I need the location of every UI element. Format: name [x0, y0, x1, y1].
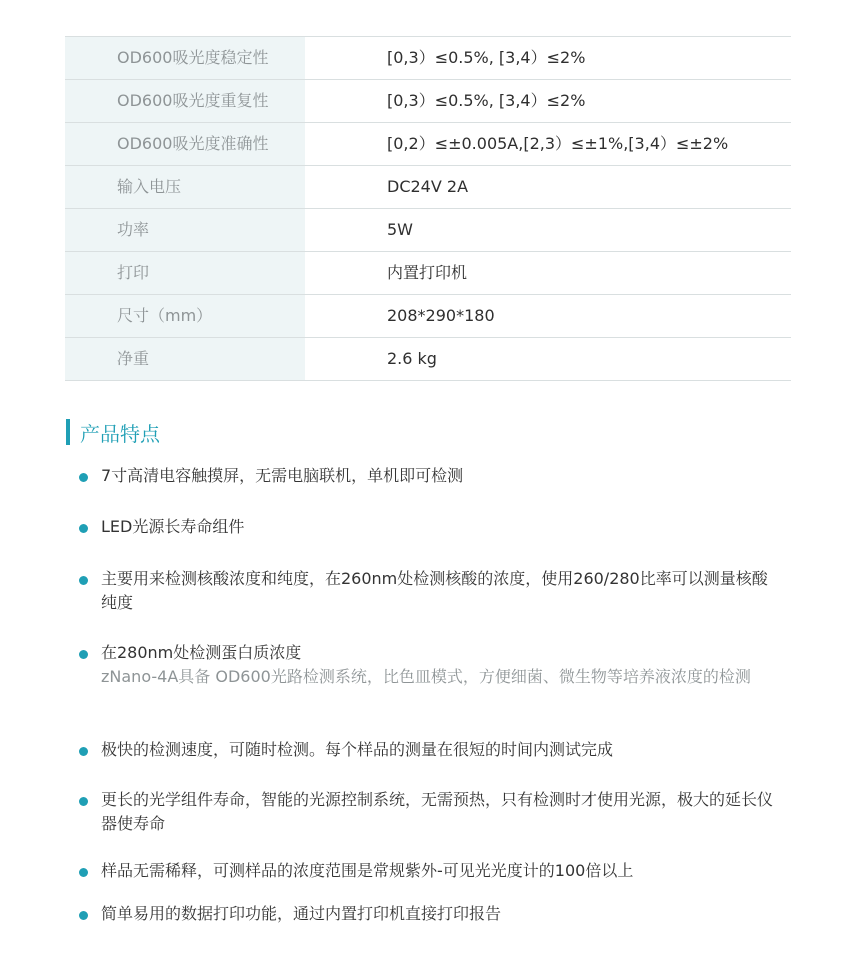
spec-value: 5W	[387, 220, 413, 239]
bullet-dot-icon	[79, 576, 88, 585]
list-item	[79, 641, 779, 689]
feature-text: 主要用来检测核酸浓度和纯度，在260nm处检测核酸的浓度，使用260/280比率可以测量核酸纯度	[101, 569, 768, 612]
spec-label: 净重	[65, 338, 305, 380]
bullet-dot-icon	[79, 797, 88, 806]
feature-text: 在280nm处检测蛋白质浓度	[101, 643, 302, 662]
spec-label: 输入电压	[65, 166, 305, 208]
bullet-dot-icon	[79, 747, 88, 756]
spec-value: [0,3）≤0.5%, [3,4）≤2%	[387, 91, 586, 110]
list-item	[79, 567, 779, 615]
spec-row	[65, 295, 791, 338]
heading-accent-bar	[66, 419, 70, 445]
feature-text: 极快的检测速度，可随时检测。每个样品的测量在很短的时间内测试完成	[101, 740, 614, 759]
section-heading	[66, 418, 160, 446]
spec-table	[65, 36, 791, 381]
feature-text: 样品无需稀释，可测样品的浓度范围是常规紫外-可见光光度计的100倍以上	[101, 861, 634, 880]
spec-label: 功率	[65, 209, 305, 251]
spec-value: DC24V 2A	[387, 177, 469, 196]
feature-text: 更长的光学组件寿命，智能的光源控制系统，无需预热，只有检测时才使用光源，极大的延长仪器使寿命	[101, 790, 774, 833]
feature-subtext: zNano-4A具备 OD600光路检测系统，比色皿模式，方便细菌、微生物等培养液浓度的检测	[101, 667, 751, 686]
spec-value: [0,2）≤±0.005A,[2,3）≤±1%,[3,4）≤±2%	[387, 134, 729, 153]
spec-row	[65, 37, 791, 80]
spec-label: OD600吸光度准确性	[65, 123, 305, 165]
spec-row	[65, 80, 791, 123]
bullet-dot-icon	[79, 868, 88, 877]
spec-label: 尺寸（mm）	[65, 295, 305, 337]
spec-value: 208*290*180	[387, 306, 495, 325]
list-item	[79, 464, 779, 488]
list-item	[79, 788, 779, 836]
list-item	[79, 738, 779, 762]
spec-row	[65, 209, 791, 252]
list-item	[79, 515, 779, 539]
spec-row	[65, 123, 791, 166]
list-item	[79, 859, 779, 883]
bullet-dot-icon	[79, 524, 88, 533]
spec-label: OD600吸光度稳定性	[65, 37, 305, 79]
spec-value: 内置打印机	[387, 263, 468, 282]
section-title: 产品特点	[80, 421, 160, 446]
feature-text: 简单易用的数据打印功能，通过内置打印机直接打印报告	[101, 904, 502, 923]
bullet-dot-icon	[79, 911, 88, 920]
list-item	[79, 902, 779, 926]
bullet-dot-icon	[79, 473, 88, 482]
spec-label: OD600吸光度重复性	[65, 80, 305, 122]
spec-row	[65, 252, 791, 295]
spec-value: [0,3）≤0.5%, [3,4）≤2%	[387, 48, 586, 67]
spec-value: 2.6 kg	[387, 349, 437, 368]
bullet-dot-icon	[79, 650, 88, 659]
feature-text: 7寸高清电容触摸屏，无需电脑联机，单机即可检测	[101, 466, 464, 485]
spec-label: 打印	[65, 252, 305, 294]
spec-row	[65, 338, 791, 381]
spec-row	[65, 166, 791, 209]
feature-text: LED光源长寿命组件	[101, 517, 245, 536]
